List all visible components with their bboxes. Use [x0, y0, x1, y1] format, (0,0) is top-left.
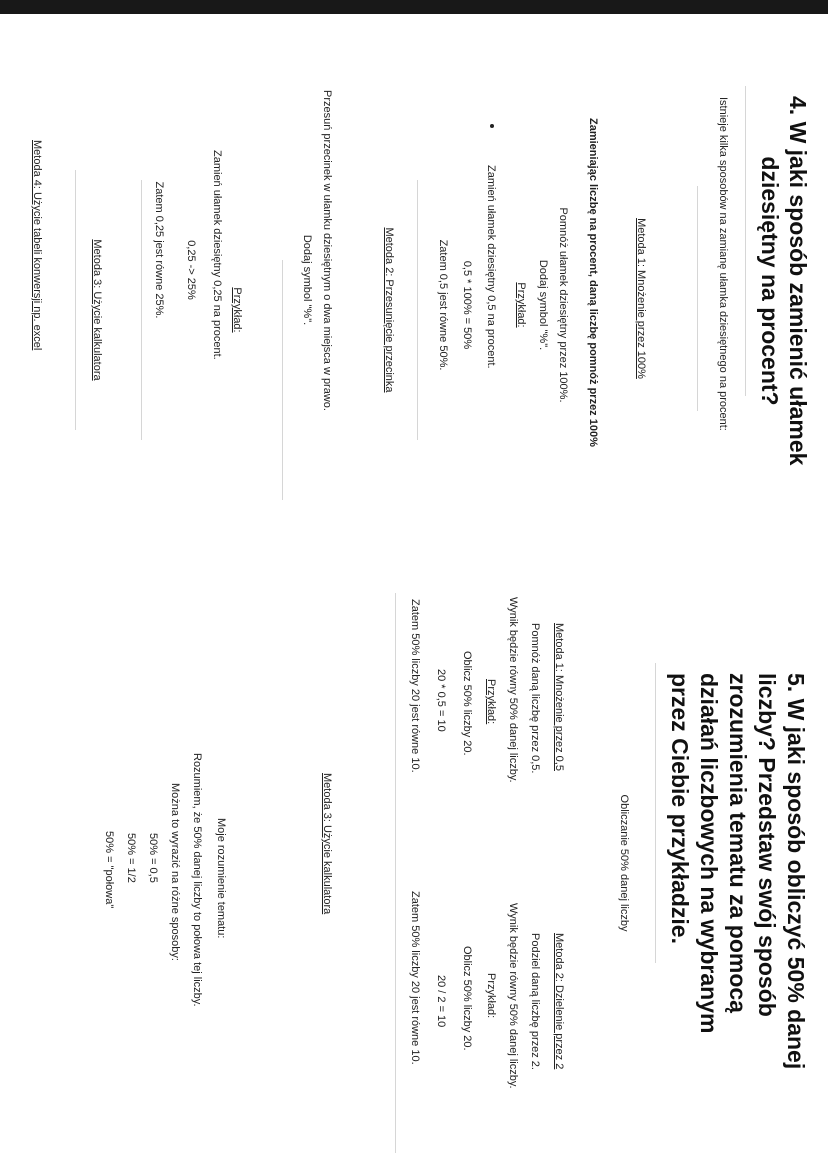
divider — [745, 86, 746, 396]
section-5-title — [665, 673, 810, 1093]
divider — [655, 663, 656, 963]
divider — [75, 170, 76, 430]
section-5 — [0, 583, 828, 1166]
section-4-title-line1: 4. W jaki sposób zamienić ułamek — [785, 96, 811, 466]
divider — [141, 180, 142, 440]
method-1-rule: Zamieniając liczbę na procent, daną liczbę pomnóż przez 100% — [587, 118, 599, 447]
section-4-title — [756, 96, 812, 466]
method-1-example-result: Zatem 0,5 jest równe 50%. — [437, 239, 449, 371]
method-2-step1-50: Podziel daną liczbę przez 2. — [529, 933, 541, 1070]
method-1-example-label-50: Przykład: — [485, 679, 497, 725]
method-4-title: Metoda 4: Użycie tabeli konwersji np. excel — [31, 140, 43, 351]
section-5-title-line4: działań liczbowych na wybranym — [696, 673, 722, 1034]
section-4-intro: Istnieje kilka sposobów na zamianę ułamka dziesiętnego na procent: — [717, 97, 729, 431]
method-2-example-label: Przykład: — [231, 287, 243, 333]
method-2-title-50: Metoda 2: Dzielenie przez 2 — [553, 933, 565, 1070]
method-1-example-task-50: Oblicz 50% liczby 20. — [461, 651, 473, 756]
method-1-step1: Pomnóż ułamek dziesiętny przez 100%. — [557, 207, 569, 403]
method-1-example-result-50: Zatem 50% liczby 20 jest równe 10. — [409, 599, 421, 773]
method-2-example-label-50: Przykład: — [485, 973, 497, 1019]
divider — [697, 186, 698, 411]
understanding-line2: Można to wyrazić na różne sposoby: — [169, 783, 181, 961]
method-2-step1: Przesuń przecinek w ułamku dziesiętnym o dwa miejsca w prawo. — [321, 90, 333, 411]
method-3-title: Metoda 3: Użycie kalkulatora — [91, 239, 103, 381]
method-1-example-calc: 0,5 * 100% = 50% — [461, 260, 473, 350]
understanding-eq2: 50% = 1/2 — [125, 833, 137, 883]
understanding-line1: Rozumiem, że 50% danej liczby to połowa tej liczby. — [191, 753, 203, 1007]
method-1-step2-50: Wynik będzie równy 50% danej liczby. — [507, 597, 519, 783]
method-1-title: Metoda 1: Mnożenie przez 100% — [635, 218, 647, 379]
method-1-step2: Dodaj symbol "%". — [537, 259, 549, 351]
method-2-example-task-50: Oblicz 50% liczby 20. — [461, 946, 473, 1051]
understanding-eq3: 50% = "połowa" — [103, 831, 115, 909]
method-2-example-calc: 0,25 -> 25% — [185, 240, 197, 300]
divider — [395, 593, 396, 1153]
divider — [417, 180, 418, 440]
section-5-title-line5: przez Ciebie przykładzie. — [667, 673, 693, 944]
method-1-example-task: Zamień ułamek dziesiętny 0,5 na procent. — [485, 165, 497, 369]
method-2-example-task: Zamień ułamek dziesiętny 0,25 na procent. — [211, 150, 223, 360]
bullet — [490, 124, 494, 128]
method-2-example-result: Zatem 0,25 jest równe 25%. — [153, 181, 165, 319]
method-1-example-label: Przykład: — [515, 282, 527, 328]
method-2-step2: Dodaj symbol "%". — [301, 234, 313, 326]
method-2-example-result-50: Zatem 50% liczby 20 jest równe 10. — [409, 891, 421, 1065]
section-5-title-line2: liczby? Przedstaw swój sposób — [754, 673, 780, 1017]
method-1-step1-50: Pomnóż daną liczbę przez 0,5. — [529, 623, 541, 774]
section-4-title-line2: dziesiętny na procent? — [757, 156, 783, 406]
method-3-title-50: Metoda 3: Użycie kalkulatora — [321, 773, 333, 915]
method-1-example-calc-50: 20 * 0,5 = 10 — [435, 669, 447, 732]
section-5-subtitle: Obliczanie 50% danej liczby — [618, 794, 630, 932]
understanding-heading: Moje rozumienie tematu: — [215, 818, 227, 939]
method-2-step2-50: Wynik będzie równy 50% danej liczby. — [507, 903, 519, 1089]
method-2-example-calc-50: 20 / 2 = 10 — [435, 975, 447, 1028]
method-1-title-50: Metoda 1: Mnożenie przez 0,5 — [553, 623, 565, 771]
method-2-title: Metoda 2: Przesunięcie przecinka — [383, 227, 395, 393]
divider — [282, 260, 283, 500]
section-5-title-line3: zrozumienia tematu za pomocą — [725, 673, 751, 1013]
understanding-eq1: 50% = 0,5 — [147, 833, 159, 883]
section-5-title-line1: 5. W jaki sposób obliczyć 50% danej — [783, 673, 809, 1070]
